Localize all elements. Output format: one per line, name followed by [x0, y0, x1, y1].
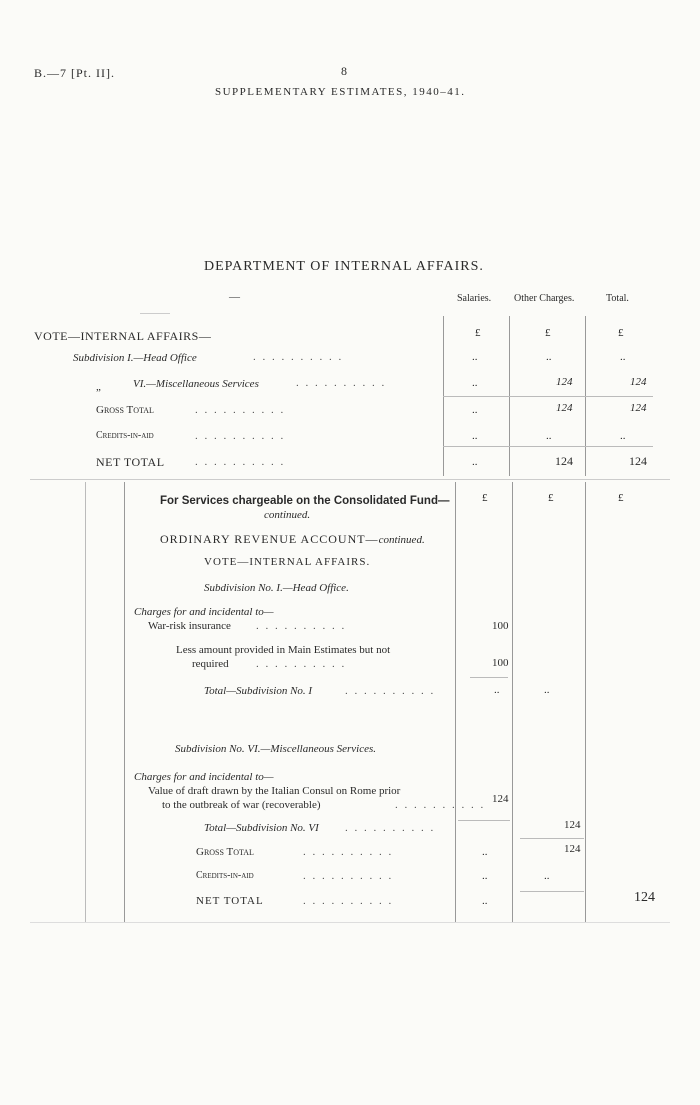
summary-row-label: Credits-in-aid	[96, 430, 154, 441]
sum-rule	[458, 820, 510, 821]
charges-heading: Charges for and incidental to—	[134, 606, 274, 618]
leader-dots: . . . . . . . . . .	[296, 377, 387, 389]
summary-row-label: Subdivision I.—Head Office	[73, 352, 197, 364]
summary-total: ..	[620, 430, 626, 442]
subdivision-1-title: Subdivision No. I.—Head Office.	[204, 582, 349, 594]
line-item-label: Value of draft drawn by the Italian Consul on Rome prior	[148, 785, 401, 797]
less-amount-value: 100	[492, 657, 509, 669]
leader-dots: . . . . . . . . . .	[345, 685, 436, 697]
credits-in-aid-other: ..	[544, 870, 550, 882]
summary-total: 124	[630, 376, 647, 388]
section-rule	[30, 922, 670, 923]
line-item-label: War-risk insurance	[148, 620, 231, 632]
column-header-salaries: Salaries.	[457, 293, 492, 304]
credits-in-aid-label: Credits-in-aid	[196, 870, 254, 881]
charges-heading: Charges for and incidental to—	[134, 771, 274, 783]
column-header-stub: —	[229, 291, 240, 303]
summary-salaries: ..	[472, 404, 478, 416]
sum-rule	[520, 891, 584, 892]
summary-salaries: ..	[472, 377, 478, 389]
currency-symbol: £	[545, 327, 551, 339]
page-number: 8	[341, 64, 347, 78]
leader-dots: . . . . . . . . . .	[345, 822, 436, 834]
currency-symbol: £	[548, 492, 554, 504]
department-title: DEPARTMENT OF INTERNAL AFFAIRS.	[204, 259, 484, 274]
ditto-mark: „	[96, 381, 101, 393]
summary-other: 124	[555, 454, 573, 468]
leader-dots: . . . . . . . . . .	[303, 895, 394, 907]
gross-total-label: Gross Total	[196, 846, 254, 858]
leader-dots: . . . . . . . . . .	[253, 351, 344, 363]
currency-symbol: £	[475, 327, 481, 339]
column-rule	[512, 482, 513, 922]
summary-total: ..	[620, 351, 626, 363]
summary-total: 124	[630, 402, 647, 414]
column-header-total: Total.	[606, 293, 629, 304]
leader-dots: . . . . . . . . . .	[303, 870, 394, 882]
sum-rule	[470, 677, 508, 678]
vote-heading: VOTE—INTERNAL AFFAIRS.	[204, 556, 371, 568]
summary-other: 124	[556, 376, 573, 388]
less-amount-line1: Less amount provided in Main Estimates but not	[176, 644, 391, 656]
summary-other: ..	[546, 351, 552, 363]
sum-rule	[520, 838, 584, 839]
currency-symbol: £	[618, 327, 624, 339]
summary-salaries: ..	[472, 351, 478, 363]
line-item-label-cont: to the outbreak of war (recoverable)	[162, 799, 321, 811]
running-title: SUPPLEMENTARY ESTIMATES, 1940–41.	[215, 86, 466, 98]
margin-rule	[124, 482, 125, 922]
leader-dots: . . . . . . . . . .	[256, 620, 347, 632]
line-item-value: 100	[492, 620, 509, 632]
subdivision-1-total-other: ..	[544, 684, 550, 696]
rule	[140, 313, 170, 314]
account-heading	[160, 532, 425, 547]
column-rule	[585, 482, 586, 922]
summary-other: ..	[546, 430, 552, 442]
subdivision-6-total-label: Total—Subdivision No. VI	[204, 822, 319, 834]
leader-dots: . . . . . . . . . .	[195, 430, 286, 442]
vote-title: VOTE—INTERNAL AFFAIRS—	[34, 329, 212, 343]
currency-symbol: £	[482, 492, 488, 504]
leader-dots: . . . . . . . . . .	[195, 456, 286, 468]
summary-other: 124	[556, 402, 573, 414]
summary-salaries: ..	[472, 456, 478, 468]
credits-in-aid-salaries: ..	[482, 870, 488, 882]
currency-symbol: £	[618, 492, 624, 504]
leader-dots: . . . . . . . . . .	[256, 658, 347, 670]
line-item-value: 124	[492, 793, 509, 805]
less-amount-line2: required	[192, 658, 229, 670]
account-continued: continued.	[378, 534, 425, 546]
sum-rule	[443, 446, 653, 447]
column-rule	[455, 482, 456, 922]
subdivision-6-title: Subdivision No. VI.—Miscellaneous Services.	[175, 743, 377, 755]
gross-total-value: 124	[564, 843, 581, 855]
subdivision-1-total-salaries: ..	[494, 684, 500, 696]
summary-row-label: VI.—Miscellaneous Services	[133, 378, 259, 390]
fund-heading-continued: continued.	[264, 509, 311, 521]
summary-row-label: Gross Total	[96, 404, 154, 416]
summary-salaries: ..	[472, 430, 478, 442]
summary-total: 124	[629, 454, 647, 468]
net-total-label: NET TOTAL	[196, 895, 264, 907]
gross-total-salaries: ..	[482, 846, 488, 858]
summary-row-label: NET TOTAL	[96, 455, 165, 469]
column-header-other-charges: Other Charges.	[514, 293, 575, 304]
subdivision-1-total-label: Total—Subdivision No. I	[204, 685, 313, 697]
leader-dots: . . . . . . . . . .	[195, 404, 286, 416]
document-reference: B.—7 [Pt. II].	[34, 66, 115, 80]
account-title: ORDINARY REVENUE ACCOUNT—	[160, 532, 379, 546]
section-rule	[30, 479, 670, 480]
net-total-value: 124	[634, 890, 655, 905]
sum-rule	[443, 396, 653, 397]
net-total-salaries: ..	[482, 895, 488, 907]
leader-dots: . . . . . . . . . .	[395, 799, 486, 811]
margin-rule	[85, 482, 86, 922]
fund-heading: For Services chargeable on the Consolidated Fund—	[160, 495, 450, 507]
leader-dots: . . . . . . . . . .	[303, 846, 394, 858]
subdivision-6-total-value: 124	[564, 819, 581, 831]
